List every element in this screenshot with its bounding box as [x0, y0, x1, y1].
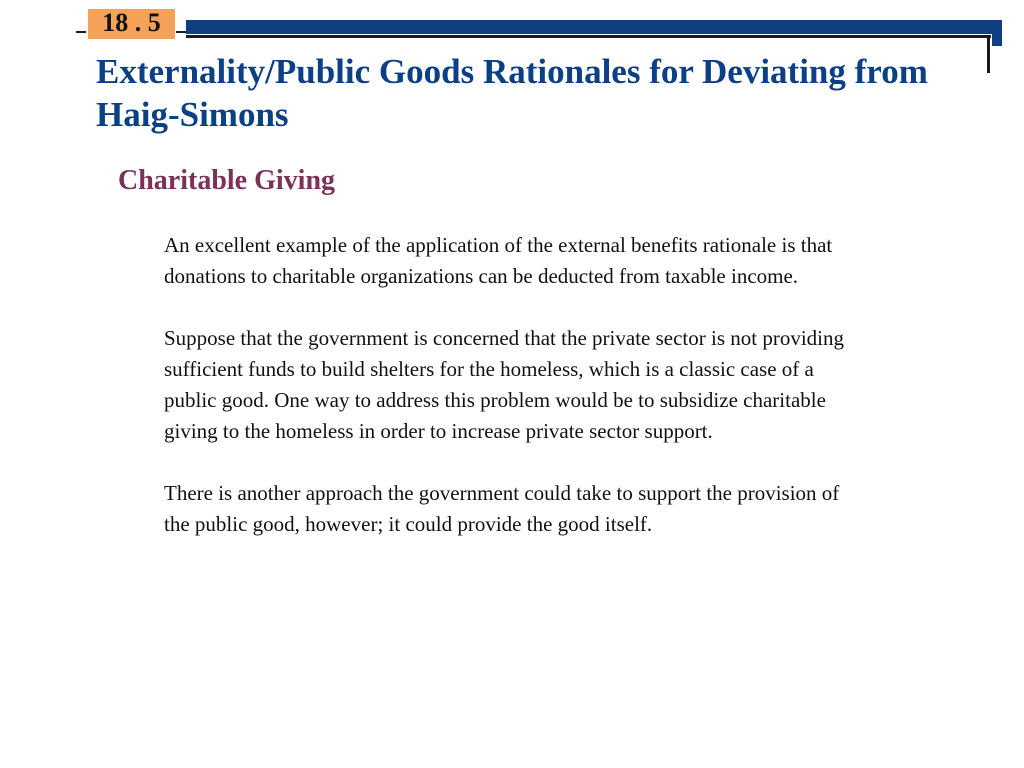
header-rule-blue — [186, 20, 1002, 34]
header-dash-left — [76, 31, 86, 33]
section-number: 18 . 5 — [102, 8, 161, 37]
header-corner-blue — [992, 20, 1002, 46]
paragraph: Suppose that the government is concerned that the private sector is not providing sufficient funds to build shelters for the homeless, which is a classic case of a public good. One way to address this problem would be to subsidize charitable giving to the homeless in order to increase private sector support. — [164, 326, 844, 443]
slide-title: Externality/Public Goods Rationales for Deviating from Haig-Simons — [96, 52, 928, 134]
paragraph: There is another approach the government could take to support the provision of the public good, however; it could provide the good itself. — [164, 481, 840, 536]
body-text — [164, 230, 864, 571]
paragraph: An excellent example of the application of the external benefits rationale is that donations to charitable organizations can be deducted from taxable income. — [164, 233, 833, 288]
slide-subtitle: Charitable Giving — [118, 165, 336, 196]
header-corner-black — [987, 35, 990, 73]
header-dash-right — [176, 31, 186, 33]
header-rule-thin — [186, 35, 991, 38]
